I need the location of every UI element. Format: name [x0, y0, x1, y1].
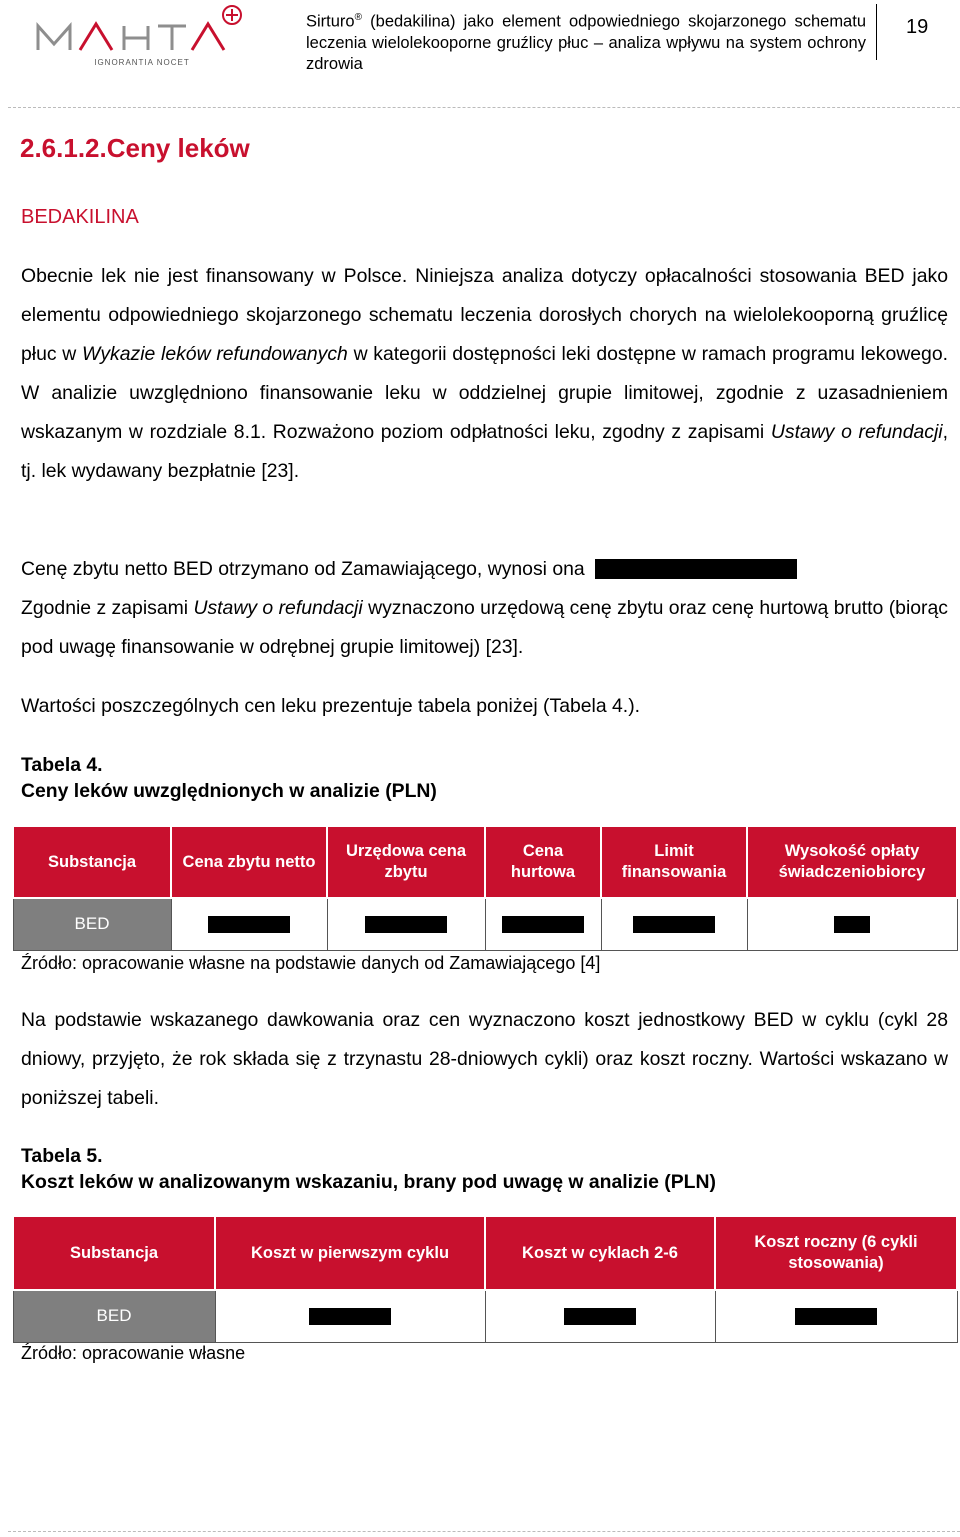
column-header: Substancja [13, 1216, 215, 1290]
footer-divider [8, 1531, 960, 1532]
table5-number: Tabela 5. [21, 1145, 103, 1167]
column-header: Koszt w cyklach 2-6 [485, 1216, 715, 1290]
redacted-cell [215, 1290, 485, 1342]
redacted-cell [747, 898, 957, 950]
header-separator [876, 4, 877, 60]
column-header: Substancja [13, 826, 171, 898]
redaction-bar [795, 1308, 877, 1325]
table5-title: Koszt leków w analizowanym wskazaniu, brany pod uwagę w analizie (PLN) [21, 1171, 716, 1193]
header-divider [8, 107, 960, 108]
redaction-bar [633, 916, 715, 933]
substance-cell: BED [13, 1290, 215, 1342]
costs-table [12, 1215, 958, 1343]
redaction-bar [309, 1308, 391, 1325]
column-header: Limit finansowania [601, 826, 747, 898]
redaction-bar [208, 916, 290, 933]
redacted-cell [601, 898, 747, 950]
redacted-cell [485, 1290, 715, 1342]
redacted-cell [715, 1290, 957, 1342]
table4-source: Źródło: opracowanie własne na podstawie danych od Zamawiającego [4] [21, 953, 601, 973]
registered-mark: ® [354, 12, 362, 23]
prices-table [12, 825, 958, 951]
drug-subheading: BEDAKILINA [21, 206, 139, 228]
redacted-cell [171, 898, 327, 950]
redacted-cell [327, 898, 485, 950]
column-header: Cena zbytu netto [171, 826, 327, 898]
redacted-price [595, 559, 797, 579]
substance-cell: BED [13, 898, 171, 950]
table-row [13, 898, 957, 950]
column-header: Cena hurtowa [485, 826, 601, 898]
section-heading: 2.6.1.2.Ceny leków [20, 133, 250, 163]
redacted-cell [485, 898, 601, 950]
logo-motto: IGNORANTIA NOCET [94, 58, 190, 67]
title-rest: (bedakilina) jako element odpowiedniego skojarzonego schematu leczenia wielolekooporne gruźlicy płuc – analiza wpływu na system ochrony zdrowia [306, 12, 866, 73]
table-row [13, 1290, 957, 1342]
paragraph-financing: Obecnie lek nie jest finansowany w Polsce. Niniejsza analiza dotyczy opłacalności stosowania BED jako elementu odpowiedniego skojarzonego schematu leczenia dorosłych chorych na wielolekooporną gruźlicę płuc w Wykazie leków refundowanych w kategorii dostępności leki dostępne w ramach programu lekowego. W analizie uwzględniono finansowanie leku w oddzielnej grupie limitowej, zgodnie z uzasadnieniem wskazanym w rozdziale 8.1. Rozważono poziom odpłatności leku, zgodny z zapisami Ustawy o refundacji, tj. lek wydawany bezpłatnie [23]. [21, 265, 948, 482]
redaction-bar [365, 916, 447, 933]
column-header: Koszt roczny (6 cykli stosowania) [715, 1216, 957, 1290]
redaction-bar [564, 1308, 636, 1325]
table4-caption [21, 752, 437, 804]
page-number: 19 [906, 16, 929, 38]
table-header-row [13, 826, 957, 898]
table4-title: Ceny leków uwzględnionych w analizie (PLN) [21, 780, 437, 802]
column-header: Urzędowa cena zbytu [327, 826, 485, 898]
document-running-title [306, 7, 866, 75]
redaction-bar [502, 916, 584, 933]
title-drug: Sirturo [306, 12, 355, 31]
redaction-bar [834, 916, 870, 933]
table5-caption [21, 1143, 716, 1195]
column-header: Wysokość opłaty świadczeniobiorcy [747, 826, 957, 898]
paragraph-cost-calculation: Na podstawie wskazanego dawkowania oraz cen wyznaczono koszt jednostkowy BED w cyklu (cykl 28 dniowy, przyjęto, że rok składa się z trzynastu 28-dniowych cykli) oraz koszt roczny. Wartości wskazano w poniższej tabeli. [21, 1009, 948, 1109]
column-header: Koszt w pierwszym cyklu [215, 1216, 485, 1290]
table5-source: Źródło: opracowanie własne [21, 1343, 246, 1363]
table-header-row [13, 1216, 957, 1290]
table4-number: Tabela 4. [21, 754, 103, 776]
mahta-logo [34, 4, 250, 68]
paragraph-pricing: Cenę zbytu netto BED otrzymano od Zamawiającego, wynosi ona Zgodnie z zapisami Ustawy o refundacji wyznaczono urzędową cenę zbytu oraz cenę hurtową brutto (biorąc pod uwagę finansowanie w odrębnej grupie limitowej) [23]. [21, 558, 948, 658]
paragraph-table-reference: Wartości poszczególnych cen leku prezentuje tabela poniżej (Tabela 4.). [21, 695, 641, 717]
